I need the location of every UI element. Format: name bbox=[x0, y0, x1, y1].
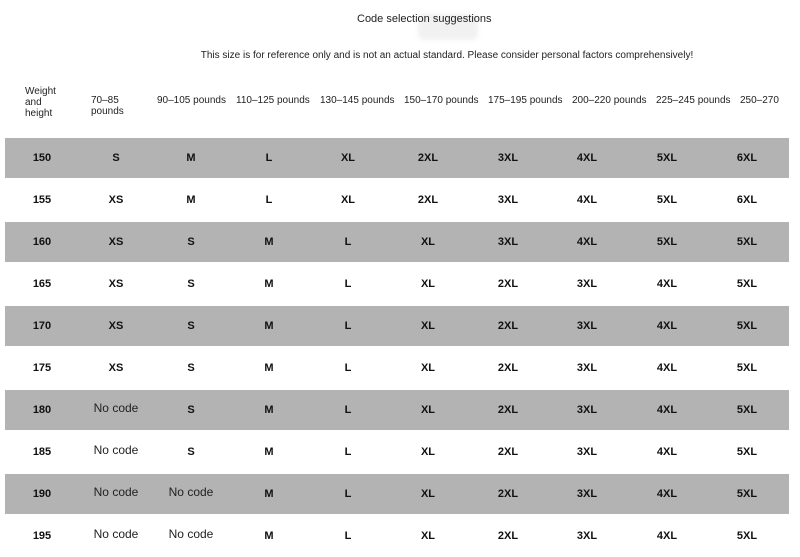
height-cell: 190 bbox=[32, 488, 52, 500]
height-cell: 165 bbox=[32, 278, 52, 290]
size-cell: M bbox=[186, 194, 196, 206]
size-cell: 2XL bbox=[497, 488, 519, 500]
size-cell: XS bbox=[108, 236, 124, 248]
height-cell: 180 bbox=[32, 404, 52, 416]
size-cell: 5XL bbox=[736, 446, 758, 458]
size-cell: XL bbox=[420, 362, 436, 374]
size-cell: No code bbox=[93, 401, 139, 415]
size-cell: 4XL bbox=[656, 362, 678, 374]
weight-header-2: 110–125 pounds bbox=[236, 95, 310, 106]
size-cell: 2XL bbox=[497, 278, 519, 290]
height-cell: 160 bbox=[32, 236, 52, 248]
size-cell: 3XL bbox=[497, 152, 519, 164]
size-cell: XL bbox=[420, 488, 436, 500]
size-cell: 2XL bbox=[417, 152, 439, 164]
size-cell: M bbox=[264, 236, 274, 248]
height-cell: 150 bbox=[32, 152, 52, 164]
weight-header-8: 250–270 bbox=[740, 95, 779, 106]
height-cell: 185 bbox=[32, 446, 52, 458]
size-cell: 4XL bbox=[656, 488, 678, 500]
size-cell: 2XL bbox=[497, 362, 519, 374]
size-cell: L bbox=[265, 152, 273, 164]
size-cell: 5XL bbox=[736, 278, 758, 290]
size-cell: M bbox=[264, 362, 274, 374]
size-cell: 2XL bbox=[497, 320, 519, 332]
size-cell: 3XL bbox=[576, 530, 598, 542]
weight-header-7: 225–245 pounds bbox=[656, 95, 731, 106]
size-cell: M bbox=[264, 530, 274, 542]
size-cell: S bbox=[187, 446, 195, 458]
size-cell: 4XL bbox=[576, 236, 598, 248]
size-cell: L bbox=[344, 488, 352, 500]
weight-header-1: 90–105 pounds bbox=[157, 95, 226, 106]
size-cell: No code bbox=[93, 443, 139, 457]
size-cell: M bbox=[264, 404, 274, 416]
weight-header-0: 70–85 pounds bbox=[91, 95, 124, 117]
size-cell: 5XL bbox=[656, 236, 678, 248]
size-cell: S bbox=[187, 362, 195, 374]
height-cell: 175 bbox=[32, 362, 52, 374]
size-cell: 3XL bbox=[576, 278, 598, 290]
size-cell: 3XL bbox=[576, 404, 598, 416]
size-cell: M bbox=[264, 320, 274, 332]
page-title: Code selection suggestions bbox=[357, 13, 492, 25]
size-cell: XS bbox=[108, 362, 124, 374]
size-cell: L bbox=[344, 278, 352, 290]
height-cell: 155 bbox=[32, 194, 52, 206]
size-cell: 3XL bbox=[576, 488, 598, 500]
weight-header-4: 150–170 pounds bbox=[404, 95, 479, 106]
size-cell: 5XL bbox=[736, 320, 758, 332]
size-cell: XL bbox=[420, 236, 436, 248]
size-cell: M bbox=[186, 152, 196, 164]
size-cell: L bbox=[344, 320, 352, 332]
size-cell: 5XL bbox=[656, 152, 678, 164]
size-cell: M bbox=[264, 488, 274, 500]
size-cell: 2XL bbox=[497, 530, 519, 542]
size-cell: S bbox=[187, 278, 195, 290]
size-cell: XS bbox=[108, 194, 124, 206]
size-cell: 4XL bbox=[656, 404, 678, 416]
corner-header: Weight and height bbox=[25, 86, 56, 119]
size-cell: 5XL bbox=[736, 488, 758, 500]
size-cell: 3XL bbox=[576, 446, 598, 458]
size-cell: L bbox=[344, 362, 352, 374]
size-cell: M bbox=[264, 446, 274, 458]
size-cell: S bbox=[187, 320, 195, 332]
size-cell: 5XL bbox=[736, 236, 758, 248]
size-cell: 4XL bbox=[576, 152, 598, 164]
size-cell: 4XL bbox=[656, 446, 678, 458]
size-cell: XL bbox=[420, 320, 436, 332]
weight-header-3: 130–145 pounds bbox=[320, 95, 395, 106]
height-cell: 195 bbox=[32, 530, 52, 542]
size-cell: L bbox=[344, 236, 352, 248]
size-cell: 6XL bbox=[736, 152, 758, 164]
size-cell: 2XL bbox=[497, 404, 519, 416]
size-cell: 4XL bbox=[656, 320, 678, 332]
reference-note: This size is for reference only and is not an actual standard. Please consider personal factors comprehensively! bbox=[200, 50, 694, 61]
size-cell: 3XL bbox=[497, 194, 519, 206]
size-cell: XL bbox=[420, 446, 436, 458]
size-cell: L bbox=[344, 404, 352, 416]
size-cell: XL bbox=[420, 404, 436, 416]
size-cell: No code bbox=[168, 527, 214, 541]
size-cell: L bbox=[265, 194, 273, 206]
size-cell: XS bbox=[108, 320, 124, 332]
size-cell: 3XL bbox=[576, 362, 598, 374]
height-cell: 170 bbox=[32, 320, 52, 332]
size-cell: S bbox=[187, 236, 195, 248]
size-cell: S bbox=[187, 404, 195, 416]
size-cell: XL bbox=[340, 152, 356, 164]
size-cell: 6XL bbox=[736, 194, 758, 206]
size-cell: 4XL bbox=[656, 278, 678, 290]
size-cell: L bbox=[344, 446, 352, 458]
size-cell: S bbox=[112, 152, 120, 164]
weight-header-5: 175–195 pounds bbox=[488, 95, 563, 106]
size-cell: 2XL bbox=[497, 446, 519, 458]
size-cell: 3XL bbox=[497, 236, 519, 248]
size-cell: M bbox=[264, 278, 274, 290]
weight-header-6: 200–220 pounds bbox=[572, 95, 647, 106]
size-cell: XL bbox=[420, 278, 436, 290]
size-cell: 5XL bbox=[736, 530, 758, 542]
size-cell: 4XL bbox=[576, 194, 598, 206]
size-cell: 5XL bbox=[736, 362, 758, 374]
size-cell: 2XL bbox=[417, 194, 439, 206]
size-cell: 3XL bbox=[576, 320, 598, 332]
size-cell: XS bbox=[108, 278, 124, 290]
size-cell: XL bbox=[340, 194, 356, 206]
size-cell: XL bbox=[420, 530, 436, 542]
size-cell: No code bbox=[93, 527, 139, 541]
size-cell: L bbox=[344, 530, 352, 542]
size-cell: No code bbox=[93, 485, 139, 499]
size-cell: 5XL bbox=[656, 194, 678, 206]
size-cell: 5XL bbox=[736, 404, 758, 416]
size-cell: No code bbox=[168, 485, 214, 499]
size-cell: 4XL bbox=[656, 530, 678, 542]
